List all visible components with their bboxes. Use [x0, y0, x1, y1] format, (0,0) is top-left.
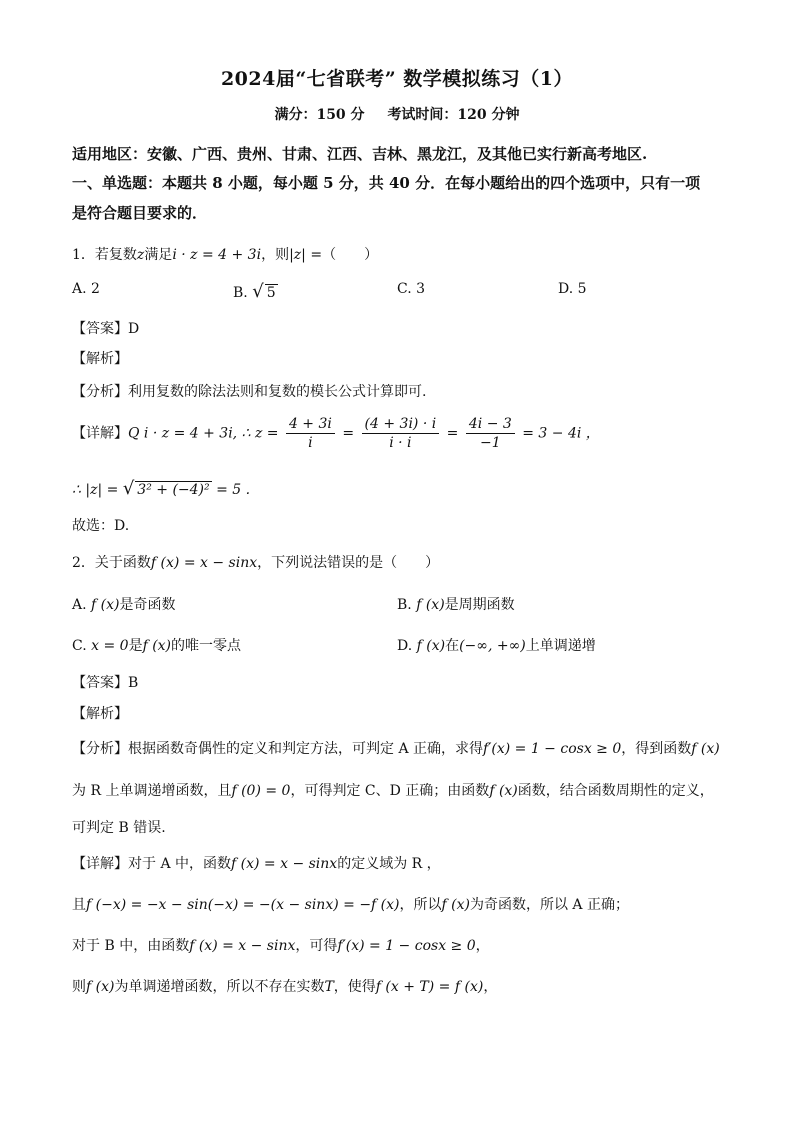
q2-fenxi-line3: 可判定 B 错误.	[72, 820, 166, 836]
q2-analysis-label: 【解析】	[72, 706, 128, 722]
section-heading-line2: 是符合题目要求的．	[72, 204, 208, 222]
q2-option-d: D. f (x)在(−∞, +∞)上单调递增	[397, 638, 596, 654]
q2-option-a: A. f (x)是奇函数	[72, 597, 176, 613]
exam-subtitle	[0, 104, 794, 124]
exam-time: 考试时间：120 分钟	[387, 107, 520, 123]
q2-detail-line2: 且f (−x) = −x − sin(−x) = −(x − sinx) = −f (x)，所以f (x)为奇函数，所以 A 正确；	[72, 897, 629, 913]
q1-option-c: C. 3	[397, 281, 426, 297]
q2-fenxi-line1: 【分析】根据函数奇偶性的定义和判定方法，可判定 A 正确，求得f′(x) = 1 − cosx ≥ 0，得到函数f (x)	[72, 741, 720, 757]
q1-frac-2: $\frac{(4 + 3i) \cdot i}{i \cdot i}$	[362, 416, 440, 451]
q1-option-d: D. 5	[558, 281, 587, 297]
q1-choice: 故选：D.	[72, 518, 130, 534]
q1-frac-1: $\frac{4 + 3i}{i}$	[286, 416, 335, 451]
q1-answer: 【答案】D	[72, 321, 140, 337]
q1-detail-line: 【详解】Q i · z = 4 + 3i, ∴ z = $\frac{4 + 3i}{i}$ = $\frac{(4 + 3i) \cdot i}{i \cdot i}$ = $\frac{4i - 3}{-1}$ = 3 − 4i ，	[72, 416, 600, 451]
applicable-regions: 适用地区：安徽、广西、贵州、甘肃、江西、吉林、黑龙江，及其他已实行新高考地区.	[72, 145, 648, 163]
q1-stem: 1．若复数z满足i · z = 4 + 3i，则|z| =（ ）	[72, 247, 379, 263]
q2-stem: 2．关于函数f (x) = x − sinx，下列说法错误的是（ ）	[72, 555, 440, 571]
q2-detail-line3: 对于 B 中，由函数f (x) = x − sinx，可得f′(x) = 1 − cosx ≥ 0，	[72, 938, 490, 954]
exam-title: 2024届“七省联考” 数学模拟练习（1）	[220, 68, 574, 90]
q2-fenxi-line2: 为 R 上单调递增函数，且f (0) = 0，可得判定 C、D 正确；由函数f (x)函数，结合函数周期性的定义，	[72, 783, 714, 799]
q2-option-b: B. f (x)是周期函数	[397, 597, 515, 613]
q2-detail-line1: 【详解】对于 A 中，函数f (x) = x − sinx的定义域为 R ，	[72, 856, 441, 872]
section-heading-line1: 一、单选题：本题共 8 小题，每小题 5 分，共 40 分．在每小题给出的四个选项中，只有一项	[72, 174, 701, 192]
q2-detail-line4: 则f (x)为单调递增函数，所以不存在实数T，使得f (x + T) = f (x)，	[72, 979, 498, 995]
q1-frac-3: $\frac{4i - 3}{-1}$	[466, 416, 515, 451]
q1-option-a: A. 2	[72, 281, 100, 297]
q1-analysis-label: 【解析】	[72, 351, 128, 367]
q2-option-c: C. x = 0是f (x)的唯一零点	[72, 638, 242, 654]
q1-fenxi: 【分析】利用复数的除法法则和复数的模长公式计算即可.	[72, 384, 427, 400]
exam-score: 满分：150 分	[274, 107, 365, 123]
q2-answer: 【答案】B	[72, 675, 139, 691]
q1-modulus-line: ∴ |z| = √ 3² + (−4)² = 5 .	[72, 478, 251, 499]
q1-option-b: B. √ 5	[233, 281, 276, 302]
